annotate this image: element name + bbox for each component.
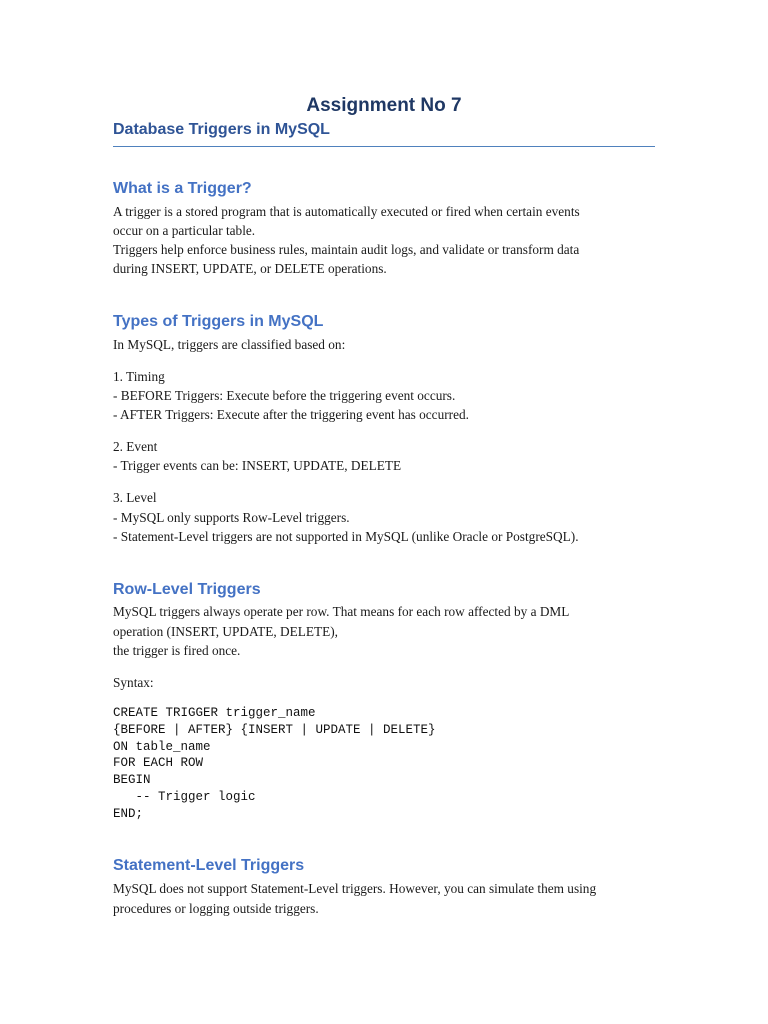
types-timing: 1. Timing — [113, 369, 165, 384]
syntax-code-block: CREATE TRIGGER trigger_name {BEFORE | AFTER} {INSERT | UPDATE | DELETE} ON table_name FOR EACH ROW BEGIN -- Trigger logic END; — [113, 706, 436, 821]
what-line-3: Triggers help enforce business rules, maintain audit logs, and validate or transform data — [113, 242, 580, 257]
types-timing-before: - BEFORE Triggers: Execute before the triggering event occurs. — [113, 388, 456, 403]
page-title: Assignment No 7 — [306, 95, 462, 116]
heading-row-level-triggers: Row-Level Triggers — [113, 581, 261, 598]
statement-line-2: procedures or logging outside triggers. — [113, 901, 319, 916]
types-timing-after: - AFTER Triggers: Execute after the triggering event has occurred. — [113, 407, 469, 422]
row-line-2: operation (INSERT, UPDATE, DELETE), — [113, 624, 338, 639]
statement-line-1: MySQL does not support Statement-Level triggers. However, you can simulate them using — [113, 881, 597, 896]
row-line-1: MySQL triggers always operate per row. That means for each row affected by a DML — [113, 604, 570, 619]
syntax-label: Syntax: — [113, 675, 154, 690]
types-level: 3. Level — [113, 490, 157, 505]
heading-what-is-trigger: What is a Trigger? — [113, 180, 252, 197]
what-line-4: during INSERT, UPDATE, or DELETE operations. — [113, 261, 387, 276]
types-level-row: - MySQL only supports Row-Level triggers. — [113, 510, 350, 525]
types-event: 2. Event — [113, 439, 158, 454]
heading-types-of-triggers: Types of Triggers in MySQL — [113, 313, 324, 330]
types-intro: In MySQL, triggers are classified based on: — [113, 337, 346, 352]
row-line-3: the trigger is fired once. — [113, 643, 241, 658]
types-level-statement: - Statement-Level triggers are not supported in MySQL (unlike Oracle or PostgreSQL). — [113, 529, 579, 544]
title-divider — [113, 146, 655, 147]
page-subtitle: Database Triggers in MySQL — [113, 121, 330, 138]
types-event-list: - Trigger events can be: INSERT, UPDATE, DELETE — [113, 458, 402, 473]
what-line-1: A trigger is a stored program that is automatically executed or fired when certain events — [113, 204, 580, 219]
what-line-2: occur on a particular table. — [113, 223, 256, 238]
heading-statement-level-triggers: Statement-Level Triggers — [113, 857, 305, 874]
